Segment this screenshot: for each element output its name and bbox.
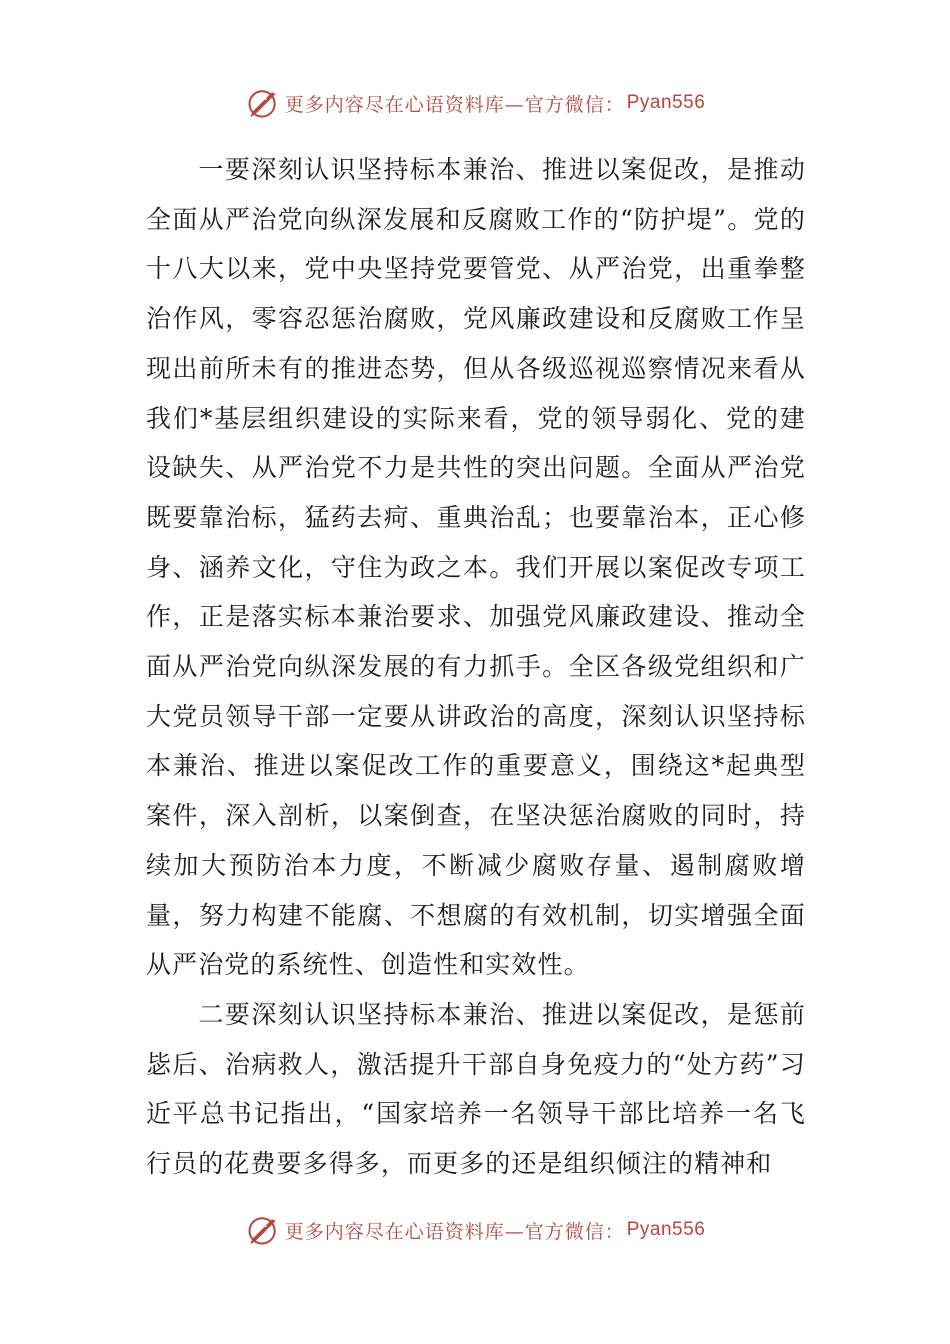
header-banner [0, 83, 950, 123]
banner-handle: Pyan556 [626, 1219, 706, 1240]
pen-logo-icon [245, 85, 281, 121]
paragraph: 二要深刻认识坚持标本兼治、推进以案促改，是惩前毖后、治病救人，激活提升干部自身免疫力的“处方药”习近平总书记指出，“国家培养一名领导干部比培养一名飞行员的花费要多得多，而更多的还是组织倾注的精神和 [146, 999, 806, 1179]
paragraph: 一要深刻认识坚持标本兼治、推进以案促改，是推动全面从严治党向纵深发展和反腐败工作的“防护堤”。党的十八大以来，党中央坚持党要管党、从严治党，出重拳整治作风，零容忍惩治腐败，党风廉政建设和反腐败工作呈现出前所未有的推进态势，但从各级巡视巡察情况来看从我们*基层组织建设的实际来看，党的领导弱化、党的建设缺失、从严治党不力是共性的突出问题。全面从严治党既要靠治标，猛药去疴、重典治乱；也要靠治本，正心修身、涵养文化，守住为政之本。我们开展以案促改专项工作，正是落实标本兼治要求、加强党风廉政建设、推动全面从严治党向纵深发展的有力抓手。全区各级党组织和广大党员领导干部一定要从讲政治的高度，深刻认识坚持标本兼治、推进以案促改工作的重要意义，围绕这*起典型案件，深入剖析，以案倒查，在坚决惩治腐败的同时，持续加大预防治本力度，不断减少腐败存量、遏制腐败增量，努力构建不能腐、不想腐的有效机制，切实增强全面从严治党的系统性、创造性和实效性。 [146, 155, 806, 980]
pen-logo-icon [245, 1212, 281, 1248]
footer-banner [0, 1210, 950, 1250]
document-body [146, 145, 806, 1189]
banner-text: 更多内容尽在心语资料库—官方微信： [284, 93, 625, 116]
banner-handle: Pyan556 [626, 92, 706, 113]
banner-text: 更多内容尽在心语资料库—官方微信： [284, 1220, 625, 1243]
